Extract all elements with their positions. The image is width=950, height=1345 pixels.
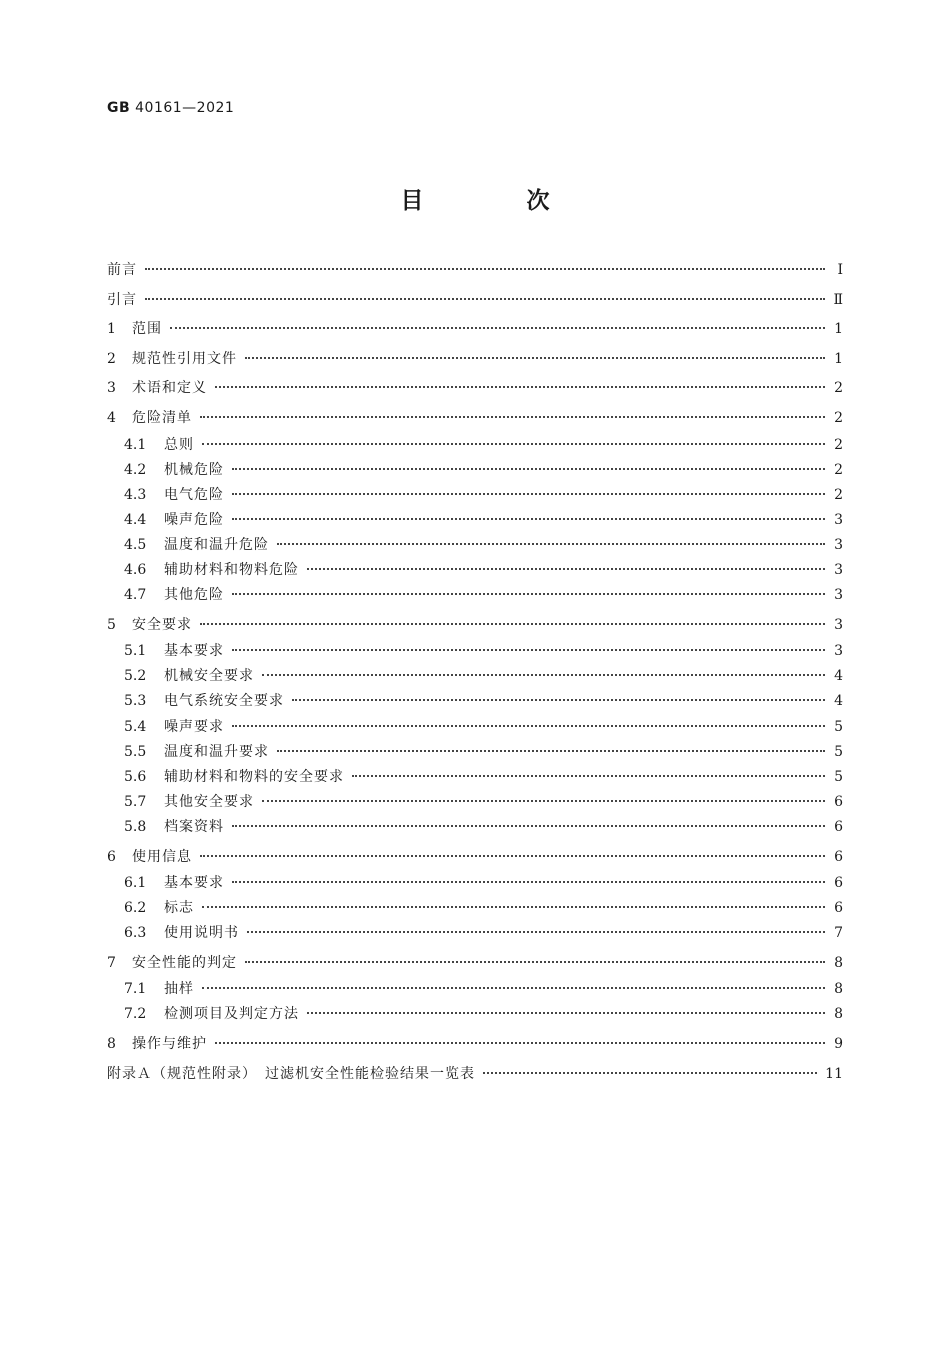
toc-entry[interactable] bbox=[107, 435, 843, 455]
toc-entry-label: 安全要求 bbox=[132, 616, 192, 633]
dot-leader bbox=[232, 825, 825, 827]
toc-entry-number: 4.2 bbox=[124, 461, 147, 478]
dot-leader bbox=[262, 674, 825, 676]
toc-entry-number: 8 bbox=[107, 1036, 116, 1052]
toc-entry-number: 6.1 bbox=[124, 875, 147, 891]
dot-leader bbox=[170, 327, 825, 329]
dot-leader bbox=[232, 593, 825, 595]
dot-leader bbox=[232, 493, 825, 495]
dot-leader bbox=[202, 443, 825, 445]
dot-leader bbox=[483, 1072, 817, 1074]
toc-entry-label: 电气系统安全要求 bbox=[164, 693, 284, 710]
toc-entry-label: 机械安全要求 bbox=[164, 668, 254, 685]
toc-entry-number: 5.6 bbox=[124, 768, 147, 785]
page-title: 目 次 bbox=[400, 188, 590, 214]
toc-entry-page: 3 bbox=[834, 616, 843, 633]
toc-entry-label: 引言 bbox=[107, 291, 137, 308]
dot-leader bbox=[232, 468, 825, 470]
toc-entry-label: 操作与维护 bbox=[132, 1036, 207, 1052]
toc-entry-page: 6 bbox=[834, 793, 843, 810]
dot-leader bbox=[145, 268, 825, 270]
dot-leader bbox=[307, 1012, 825, 1014]
toc-entry[interactable] bbox=[107, 979, 843, 999]
toc-entry[interactable] bbox=[107, 641, 843, 661]
toc-entry-page: 6 bbox=[834, 875, 843, 891]
toc-entry-page: 6 bbox=[834, 900, 843, 917]
toc-entry-label: 附录Ａ（规范性附录） 过滤机安全性能检验结果一览表 bbox=[107, 1065, 475, 1082]
toc-entry-number: 5.5 bbox=[124, 743, 147, 760]
toc-entry[interactable] bbox=[107, 560, 843, 580]
toc-entry-label: 档案资料 bbox=[164, 818, 224, 835]
toc-entry[interactable] bbox=[107, 717, 843, 737]
toc-entry-number: 5.3 bbox=[124, 693, 147, 710]
toc-entry-page: 6 bbox=[834, 848, 843, 865]
toc-entry[interactable] bbox=[107, 460, 843, 480]
toc-entry-label: 温度和温升要求 bbox=[164, 743, 269, 760]
toc-entry[interactable] bbox=[107, 767, 843, 787]
toc-entry[interactable] bbox=[107, 378, 843, 398]
dot-leader bbox=[145, 298, 825, 300]
toc-entry-label: 辅助材料和物料危险 bbox=[164, 562, 299, 578]
toc-entry-page: 3 bbox=[834, 536, 843, 553]
toc-entry[interactable] bbox=[107, 1064, 843, 1084]
toc-entry-page: 3 bbox=[834, 643, 843, 660]
toc-entry-number: 5.7 bbox=[124, 793, 147, 810]
toc-entry-label: 规范性引用文件 bbox=[132, 350, 237, 367]
dot-leader bbox=[200, 623, 825, 625]
dot-leader bbox=[215, 386, 825, 388]
toc-entry[interactable] bbox=[107, 260, 843, 280]
toc-entry-number: 6.3 bbox=[124, 925, 147, 942]
toc-entry-label: 基本要求 bbox=[164, 875, 224, 891]
toc-entry[interactable] bbox=[107, 873, 843, 893]
dot-leader bbox=[245, 961, 825, 963]
toc-entry[interactable] bbox=[107, 817, 843, 837]
toc-entry-label: 危险清单 bbox=[132, 410, 192, 426]
toc-entry-page: 2 bbox=[834, 436, 843, 453]
toc-entry-label: 术语和定义 bbox=[132, 380, 207, 397]
dot-leader bbox=[292, 699, 825, 701]
toc-entry-page: 4 bbox=[834, 668, 843, 685]
toc-entry-page: 8 bbox=[834, 981, 843, 998]
toc-entry[interactable] bbox=[107, 485, 843, 505]
toc-entry-number: 4.7 bbox=[124, 587, 147, 604]
toc-entry[interactable] bbox=[107, 408, 843, 428]
toc-entry-page: 1 bbox=[834, 350, 843, 367]
toc-entry-label: 噪声要求 bbox=[164, 718, 224, 735]
dot-leader bbox=[247, 931, 825, 933]
toc-entry-page: 4 bbox=[834, 693, 843, 710]
toc-entry-number: 7.1 bbox=[124, 981, 147, 998]
toc-entry-page: 2 bbox=[834, 486, 843, 503]
dot-leader bbox=[200, 416, 825, 418]
dot-leader bbox=[202, 906, 825, 908]
toc-entry[interactable] bbox=[107, 666, 843, 686]
dot-leader bbox=[200, 855, 825, 857]
toc-entry-label: 基本要求 bbox=[164, 643, 224, 660]
toc-entry-number: 4.6 bbox=[124, 562, 147, 578]
toc-entry-number: 4.4 bbox=[124, 511, 147, 528]
dot-leader bbox=[277, 543, 825, 545]
toc-entry-page: 6 bbox=[834, 818, 843, 835]
toc-entry-number: 5.4 bbox=[124, 718, 147, 735]
toc-entry[interactable] bbox=[107, 1034, 843, 1054]
dot-leader bbox=[307, 568, 825, 570]
toc-entry-label: 其他安全要求 bbox=[164, 793, 254, 810]
toc-entry[interactable] bbox=[107, 898, 843, 918]
toc-entry-page: 5 bbox=[834, 768, 843, 785]
toc-entry-page: 11 bbox=[825, 1065, 843, 1082]
standard-header bbox=[107, 100, 234, 116]
dot-leader bbox=[232, 725, 825, 727]
toc-entry-page: 5 bbox=[834, 743, 843, 760]
toc-entry-number: 2 bbox=[107, 350, 116, 367]
toc-entry-number: 5.8 bbox=[124, 818, 147, 835]
toc-entry-page: 1 bbox=[834, 321, 843, 338]
toc-entry-label: 温度和温升危险 bbox=[164, 536, 269, 553]
toc-entry-label: 总则 bbox=[164, 436, 194, 453]
toc-entry-label: 电气危险 bbox=[164, 486, 224, 503]
toc-entry[interactable] bbox=[107, 1004, 843, 1024]
toc-entry-number: 4 bbox=[107, 410, 116, 426]
toc-entry-page: 9 bbox=[834, 1036, 843, 1052]
dot-leader bbox=[232, 518, 825, 520]
dot-leader bbox=[202, 987, 825, 989]
toc-entry-label: 范围 bbox=[132, 321, 162, 338]
toc-entry-page: 3 bbox=[834, 587, 843, 604]
toc-entry[interactable] bbox=[107, 792, 843, 812]
toc-entry-label: 机械危险 bbox=[164, 461, 224, 478]
toc-entry-page: Ⅰ bbox=[837, 262, 843, 278]
toc-entry-number: 7.2 bbox=[124, 1006, 147, 1023]
toc-entry[interactable] bbox=[107, 585, 843, 605]
toc-entry-page: 2 bbox=[834, 410, 843, 426]
toc-entry-number: 4.5 bbox=[124, 536, 147, 553]
dot-leader bbox=[232, 881, 825, 883]
toc-entry[interactable] bbox=[107, 535, 843, 555]
dot-leader bbox=[262, 800, 825, 802]
toc-entry[interactable] bbox=[107, 847, 843, 867]
dot-leader bbox=[245, 357, 825, 359]
dot-leader bbox=[277, 750, 825, 752]
standard-number: 40161—2021 bbox=[135, 100, 235, 116]
toc-entry[interactable] bbox=[107, 953, 843, 973]
toc-entry-label: 使用说明书 bbox=[164, 925, 239, 942]
toc-entry-number: 3 bbox=[107, 380, 116, 397]
toc-entry[interactable] bbox=[107, 923, 843, 943]
toc-entry[interactable] bbox=[107, 615, 843, 635]
toc-entry-number: 1 bbox=[107, 321, 116, 338]
toc-entry-label: 其他危险 bbox=[164, 587, 224, 604]
dot-leader bbox=[215, 1042, 825, 1044]
toc-entry-page: 8 bbox=[834, 1006, 843, 1023]
toc-entry-page: Ⅱ bbox=[833, 291, 843, 308]
toc-entry-page: 8 bbox=[834, 954, 843, 971]
toc-entry-page: 5 bbox=[834, 718, 843, 735]
toc-entry-label: 标志 bbox=[164, 900, 194, 917]
toc-entry-label: 前言 bbox=[107, 262, 137, 278]
toc-entry-page: 3 bbox=[834, 562, 843, 578]
standard-prefix: GB bbox=[107, 100, 131, 116]
toc-entry-number: 6.2 bbox=[124, 900, 147, 917]
toc-entry-label: 噪声危险 bbox=[164, 511, 224, 528]
toc-entry[interactable] bbox=[107, 319, 843, 339]
toc-entry-label: 检测项目及判定方法 bbox=[164, 1006, 299, 1023]
toc-entry-number: 5.2 bbox=[124, 668, 147, 685]
toc-entry[interactable] bbox=[107, 742, 843, 762]
toc-entry-label: 辅助材料和物料的安全要求 bbox=[164, 768, 344, 785]
toc-entry-label: 安全性能的判定 bbox=[132, 954, 237, 971]
toc-entry[interactable] bbox=[107, 510, 843, 530]
toc-entry-number: 4.1 bbox=[124, 436, 147, 453]
toc-entry-label: 抽样 bbox=[164, 981, 194, 998]
toc-entry[interactable] bbox=[107, 290, 843, 310]
toc-entry-number: 5.1 bbox=[124, 643, 147, 660]
toc-entry-page: 7 bbox=[834, 925, 843, 942]
toc-entry-page: 3 bbox=[834, 511, 843, 528]
toc-entry-number: 4.3 bbox=[124, 486, 147, 503]
dot-leader bbox=[232, 649, 825, 651]
toc-entry-page: 2 bbox=[834, 461, 843, 478]
dot-leader bbox=[352, 775, 825, 777]
toc-entry-number: 7 bbox=[107, 954, 116, 971]
toc-entry-page: 2 bbox=[834, 380, 843, 397]
toc-entry-label: 使用信息 bbox=[132, 848, 192, 865]
toc-entry-number: 5 bbox=[107, 616, 116, 633]
toc-entry-number: 6 bbox=[107, 848, 116, 865]
toc-entry[interactable] bbox=[107, 691, 843, 711]
toc-entry[interactable] bbox=[107, 349, 843, 369]
